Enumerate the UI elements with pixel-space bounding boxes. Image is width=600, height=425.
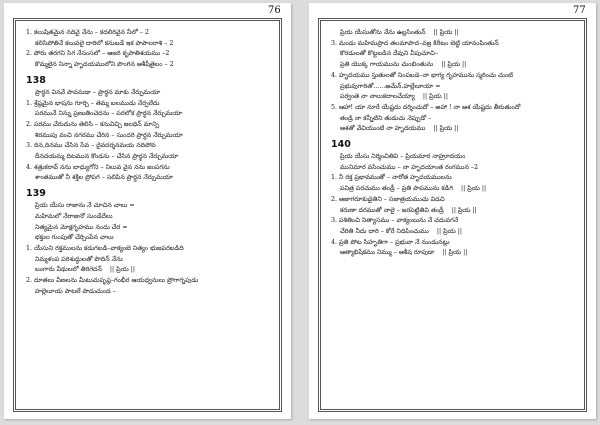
lyric-text: పవిత్ర పరచుము తండ్రీ – ప్రతి పాపమును కడిగి [340,185,454,193]
lyric-line [26,276,275,287]
song-number-heading: 138 [26,74,46,86]
lyric-line [26,244,275,255]
lyric-line [26,223,275,234]
lyric-text: ప్రియ యేసు రాజాను నే చూచిన చాలు = [35,202,135,210]
page-frame [13,18,282,412]
lyric-line [331,82,580,93]
lyric-line [26,28,275,39]
lyric-text: హల్లెలూయ పాటలే పాడుచుండ – [35,287,116,295]
lyric-text: 1. యేసుని రక్తములను కడుగబడి–వాక్యంబె నిత్యం భుజపరబడిది [26,244,184,252]
lyric-text: పరమునే నిన్ను ప్రణుతించెదను – పరలోక ప్రార్థన నేర్చుమయా [35,110,183,118]
lyric-line [331,238,580,249]
lyric-line [26,201,275,212]
lyric-line [331,216,580,227]
lyric-text: 2. పోరు తరగని సిగ నేసంసలో – ఆజరి కృపాతిశయము –2 [26,50,170,58]
page-number: 76 [268,5,281,16]
lyric-text: కొరడులతో కొట్టబడిన దేవుని వీపుచూచి– [340,50,439,58]
lyric-line [331,28,580,39]
lyric-line [26,152,275,163]
lyric-text: బంగారు వీథులలో తిరిగెదన్ [35,266,102,274]
refrain-marker: || ప్రియ || [451,206,477,214]
lyric-line [331,227,580,238]
song-text [331,28,580,259]
lyric-text: 4. ప్రతి పోట సిహృతిగా – ప్రభువా నే నుండునట్లు [331,238,450,246]
lyric-text: 2. దూతలు వీణలను మీటుచుపృష్ఠ–గంభీర ఆయధ్వనులు ప్రోగాగ్నపుడు [26,277,199,285]
refrain-marker: || ప్రియ || [433,29,459,36]
page-number: 77 [573,5,586,16]
lyric-text: నిత్యమైన మోక్షగృహము నందు చేర = [35,223,128,231]
lyric-line [331,195,580,206]
page-frame [318,18,587,412]
lyric-text: 1. శ్రేష్ఠమైన భాషను గూర్చి – తెమ్మ బలముడు నేర్పలేదు [26,99,160,107]
lyric-text: ప్రభువుగారితో......అమేన్.హల్లేలూయా = [340,82,441,90]
lyric-text: చేరితి నీదు దారి – కోరే నిదిపించుము [340,227,429,235]
lyric-line [26,141,275,152]
song-number-heading: 140 [331,139,351,151]
lyric-line [26,265,275,276]
lyric-line [331,152,580,163]
refrain-marker: || ప్రియ || [461,185,487,193]
lyric-text: 3. మండు మహిమప్రాద తలమాపాద–వజ్ర కిరీటం బెట్టి యానంపింతున్ [331,39,499,47]
lyric-text: భక్తుల గుంపుతో చేర్చింపేన చాలు [35,234,114,242]
lyric-line [331,163,580,174]
lyric-line [26,287,275,298]
lyric-text: ప్రతి యొక్క గాయమును చుంబింతును [340,61,434,69]
lyric-line [26,163,275,174]
refrain-marker: || ప్రియ || [433,125,459,133]
lyric-text: 1. కలుషితమైన నదివై నేను – కదలిరివైన నీలో – 2 [26,29,149,36]
lyric-text: పర్వంతె నా నాలుకదాలచేయ్యా [340,93,415,101]
lyric-line [26,120,275,131]
lyric-line [26,88,275,99]
lyric-line [26,99,275,110]
lyric-text: కలిసిపోతినే కలువలై దారిలో కనుబడే ఇక పాపాలరాశి – 2 [35,39,174,47]
refrain-marker: || ప్రియ || [442,249,468,257]
lyric-line [331,184,580,195]
lyric-line [26,233,275,244]
lyric-text: కొమ్మలైన నిన్నా హృదయములోని పొంగిన ఆశీషీతైలం – 2 [35,61,174,69]
lyric-text: ఆత్మాభిషేకము నిమ్ము – ఆశీష రూపుడా [340,249,435,257]
lyric-line [26,255,275,266]
lyric-text: మునిమార వసించుము – నా హృదయాంత రంగమున –2 [340,163,479,171]
lyric-line [26,131,275,142]
lyric-line [26,212,275,223]
lyric-text: ఆశతో వేచియుంటి నా హృదయము [340,125,426,133]
right-page [309,3,596,419]
lyric-line [331,39,580,50]
lyric-line [26,39,275,50]
lyric-text: ప్రార్థన వినవే పావనుడా – ప్రార్థన మాకు నేర్పుమయా [35,88,161,96]
lyric-line [331,206,580,217]
lyric-text: 5. ఆహా! యా నూరే యేష్టదు దర్శించుదో – అహా ! నా ఆశ యేష్టదు తీరుతుందో [331,103,521,111]
lyric-text: దీనదయమ్మ దిటమున కొండను – చేసిన ప్రార్థన నేర్చుమయా [35,153,179,161]
lyric-text: 2. ఆజాగరూకుడైతిని – సజాత్రయముచు విడచి [331,195,445,203]
lyric-text: ప్రియ యేసుతోను నేను ఉల్లసింతున్ [340,29,426,36]
lyric-line [26,109,275,120]
left-page [4,3,291,419]
lyric-line [331,49,580,60]
lyric-line [331,124,580,135]
lyric-line [331,92,580,103]
lyric-text: 3. దిన,దినము చేసిన సేవ – దైవదర్శనమయ నదిపోవ [26,142,156,150]
lyric-text: తండ్రి నా కన్నీటిని తుడుచు నెప్పుడో – [340,114,432,122]
lyric-line [26,173,275,184]
lyric-text: శిరముపు వంచి నగరము చేరిన – సుందరి ప్రార్థన నేర్చుమయా [35,131,183,139]
refrain-marker: || ప్రియ || [441,61,467,69]
lyric-text: 4. శత్రుకరావ్ నను బాధ్యుగోని – నిలువ వైన నను జంపగను [26,163,170,171]
refrain-marker: || ప్రియ || [422,93,448,101]
song-number-heading: 139 [26,188,46,200]
lyric-text: నిమ్మళంప పరిశుద్ధులతో పొదిన్ నేను [35,255,123,263]
lyric-text: 2. పరము చేరుదును తెలిసి – కనువిచ్చి జలధిన్ మాన్పి [26,120,160,128]
lyric-line [26,49,275,60]
refrain-marker: || ప్రియ || [436,227,462,235]
lyric-text: మహిమలో నేరాజునో సుండేదేలు [35,212,113,220]
lyric-text: 1. నీ రక్త ప్రభావముతో – నారోత హృదయములను [331,174,452,182]
lyric-text: 4. హృదయము స్తుతులతో నింపబడె–నా భాగ్య గృహమును స్మరించు చుంటి [331,71,513,79]
lyric-line [26,60,275,71]
lyric-line [331,173,580,184]
lyric-line [331,103,580,114]
lyric-text: కరుణా దరముతో నాలై – జరపెట్టితివి తండ్రీ [340,206,444,214]
lyric-line [331,248,580,259]
lyric-line [331,60,580,71]
lyric-line [331,114,580,125]
refrain-marker: || ప్రియ || [109,266,135,274]
lyric-text: 3. పశితించి నిత్యాసము – వాక్యంబును నే చదువగనే [331,217,459,225]
lyric-text: శాంతముతో నీ శక్తిల ప్రోపగ – సలిపిన ప్రార్థన నేర్చుమయా [35,174,173,182]
lyric-text: ప్రియ యేసు నిర్మించితివి – ప్రియమార నాహ్రూదయం [340,153,466,161]
song-text [26,28,275,297]
lyric-line [331,71,580,82]
